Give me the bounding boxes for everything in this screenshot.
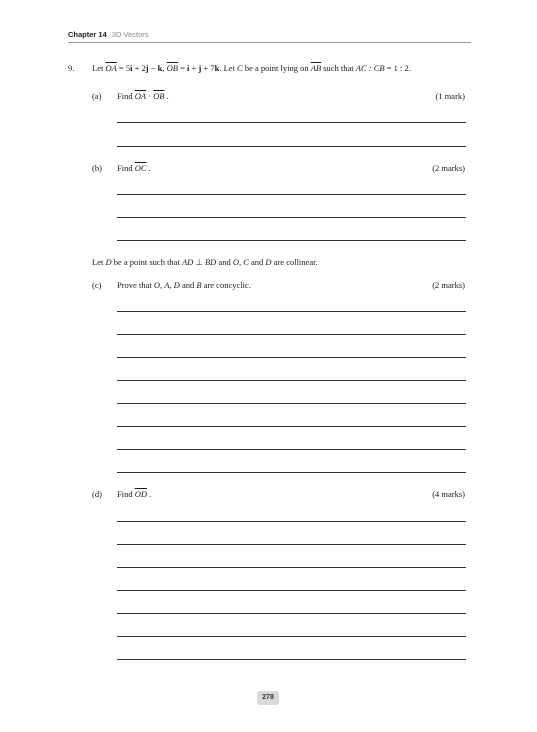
answer-line[interactable] — [117, 357, 466, 358]
question-number: 9. — [68, 63, 75, 73]
answer-line[interactable] — [117, 403, 466, 404]
answer-line[interactable] — [117, 613, 466, 614]
answer-line[interactable] — [117, 122, 466, 123]
answer-line[interactable] — [117, 146, 466, 147]
answer-line[interactable] — [117, 659, 466, 660]
answer-line[interactable] — [117, 567, 466, 568]
page-number: 278 — [257, 691, 279, 705]
header-divider — [68, 42, 471, 43]
answer-line[interactable] — [117, 544, 466, 545]
part-c-label: (c) — [92, 280, 102, 290]
answer-line[interactable] — [117, 449, 466, 450]
chapter-topic: 3D Vectors — [111, 30, 149, 39]
part-a-label: (a) — [92, 91, 102, 101]
part-b-text: Find $\overline{OC}$ . — [117, 163, 151, 173]
question-stem: Let $\overline{OA} = 5i + 2j - k$, $\overline{OB} = i + j + 7k$. Let C be a point lying on $\overline{AB}$ such that AC : CB = 1 : 2. — [92, 63, 411, 73]
answer-line[interactable] — [117, 380, 466, 381]
chapter-label: Chapter 14 — [68, 30, 107, 39]
answer-line[interactable] — [117, 636, 466, 637]
part-b-label: (b) — [92, 163, 102, 173]
answer-line[interactable] — [117, 472, 466, 473]
part-d-text: Find $\overline{OD}$ . — [117, 489, 152, 499]
part-b-marks: (2 marks) — [432, 163, 465, 173]
part-a-text: Find $\overline{OA} \cdot \overline{OB}$ . — [117, 91, 169, 101]
answer-line[interactable] — [117, 194, 466, 195]
chapter-header — [68, 30, 471, 39]
answer-line[interactable] — [117, 217, 466, 218]
intermediate-statement: Let D be a point such that AD ⊥ BD and O, C and D are collinear. — [92, 257, 318, 267]
answer-line[interactable] — [117, 240, 466, 241]
answer-line[interactable] — [117, 521, 466, 522]
part-c-marks: (2 marks) — [432, 280, 465, 290]
part-a-marks: (1 mark) — [435, 91, 465, 101]
answer-line[interactable] — [117, 426, 466, 427]
part-d-marks: (4 marks) — [432, 489, 465, 499]
answer-line[interactable] — [117, 311, 466, 312]
part-c-text: Prove that O, A, D and B are concyclic. — [117, 280, 251, 290]
answer-line[interactable] — [117, 334, 466, 335]
answer-line[interactable] — [117, 590, 466, 591]
part-d-label: (d) — [92, 489, 102, 499]
